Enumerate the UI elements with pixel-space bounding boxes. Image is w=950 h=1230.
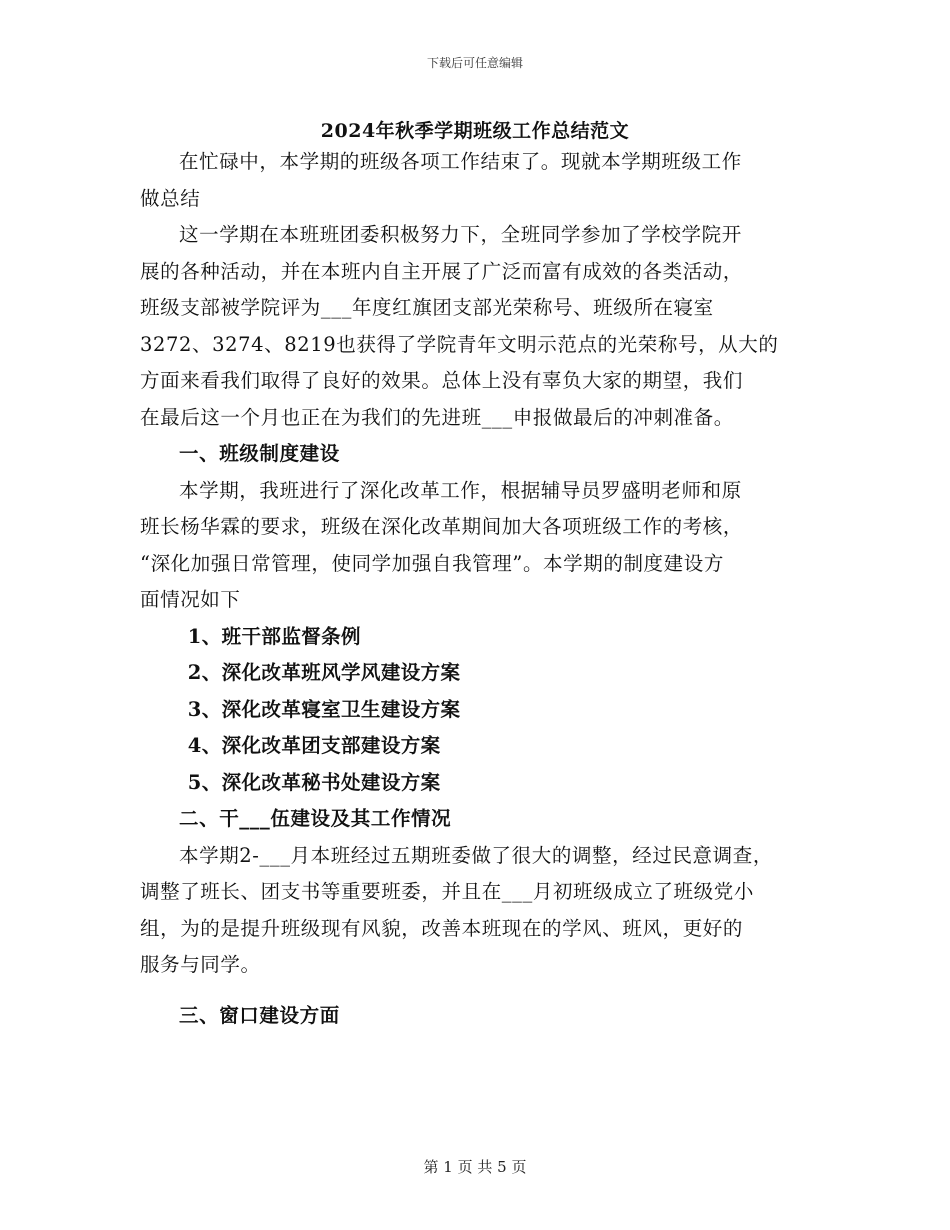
paragraph-line: 班级支部被学院评为___年度红旗团支部光荣称号、班级所在寝室 xyxy=(140,296,714,319)
section-heading-class-system: 一、班级制度建设 xyxy=(179,442,340,465)
section-heading-window-building: 三、窗口建设方面 xyxy=(179,1003,340,1027)
paragraph-line: 做总结 xyxy=(140,186,201,210)
paragraph-line: 方面来看我们取得了良好的效果。总体上没有辜负大家的期望，我们 xyxy=(140,369,744,392)
paragraph-line: 调整了班长、团支书等重要班委，并且在___月初班级成立了班级党小 xyxy=(140,880,754,903)
system-list xyxy=(140,619,845,802)
intro-paragraph xyxy=(140,144,845,217)
paragraph-line: 在最后这一个月也正在为我们的先进班___申报做最后的冲刺准备。 xyxy=(140,405,734,429)
paragraph-line: 班长杨华霖的要求，班级在深化改革期间加大各项班级工作的考核， xyxy=(140,515,744,538)
document-body xyxy=(140,144,845,1034)
paragraph-line: 本学期2-___月本班经过五期班委做了很大的调整，经过民意调查， xyxy=(179,843,773,867)
list-item: 5、深化改革秘书处建设方案 xyxy=(187,770,441,794)
paragraph-cadre-team xyxy=(140,838,845,984)
paragraph-line: 服务与同学。 xyxy=(140,953,261,976)
paragraph-achievements xyxy=(140,217,845,436)
paragraph-class-system xyxy=(140,473,845,619)
section-heading-cadre-team: 二、干___伍建设及其工作情况 xyxy=(179,807,452,830)
paragraph-line: 3272、3274、8219也获得了学院青年文明示范点的光荣称号，从大的 xyxy=(140,332,779,356)
header-note: 下载后可任意编辑 xyxy=(426,56,523,70)
paragraph-line: 这一学期在本班班团委积极努力下，全班同学参加了学校学院开 xyxy=(179,223,742,246)
document-title: 2024年秋季学期班级工作总结范文 xyxy=(320,120,630,142)
page-number: 第 1 页 共 5 页 xyxy=(423,1158,527,1176)
list-item: 1、班干部监督条例 xyxy=(187,624,361,648)
paragraph-line: 面情况如下 xyxy=(140,588,241,611)
list-item: 4、深化改革团支部建设方案 xyxy=(187,734,441,757)
paragraph-line: 展的各种活动，并在本班内自主开展了广泛而富有成效的各类活动， xyxy=(140,259,744,283)
paragraph-line: 在忙碌中，本学期的班级各项工作结束了。现就本学期班级工作 xyxy=(179,150,742,173)
paragraph-line: “深化加强日常管理，使同学加强自我管理”。本学期的制度建设方 xyxy=(140,551,724,575)
list-item: 3、深化改革寝室卫生建设方案 xyxy=(187,697,461,721)
list-item: 2、深化改革班风学风建设方案 xyxy=(187,661,461,684)
paragraph-line: 本学期，我班进行了深化改革工作，根据辅导员罗盛明老师和原 xyxy=(179,478,742,502)
paragraph-line: 组，为的是提升班级现有风貌，改善本班现在的学风、班风，更好的 xyxy=(140,916,744,940)
